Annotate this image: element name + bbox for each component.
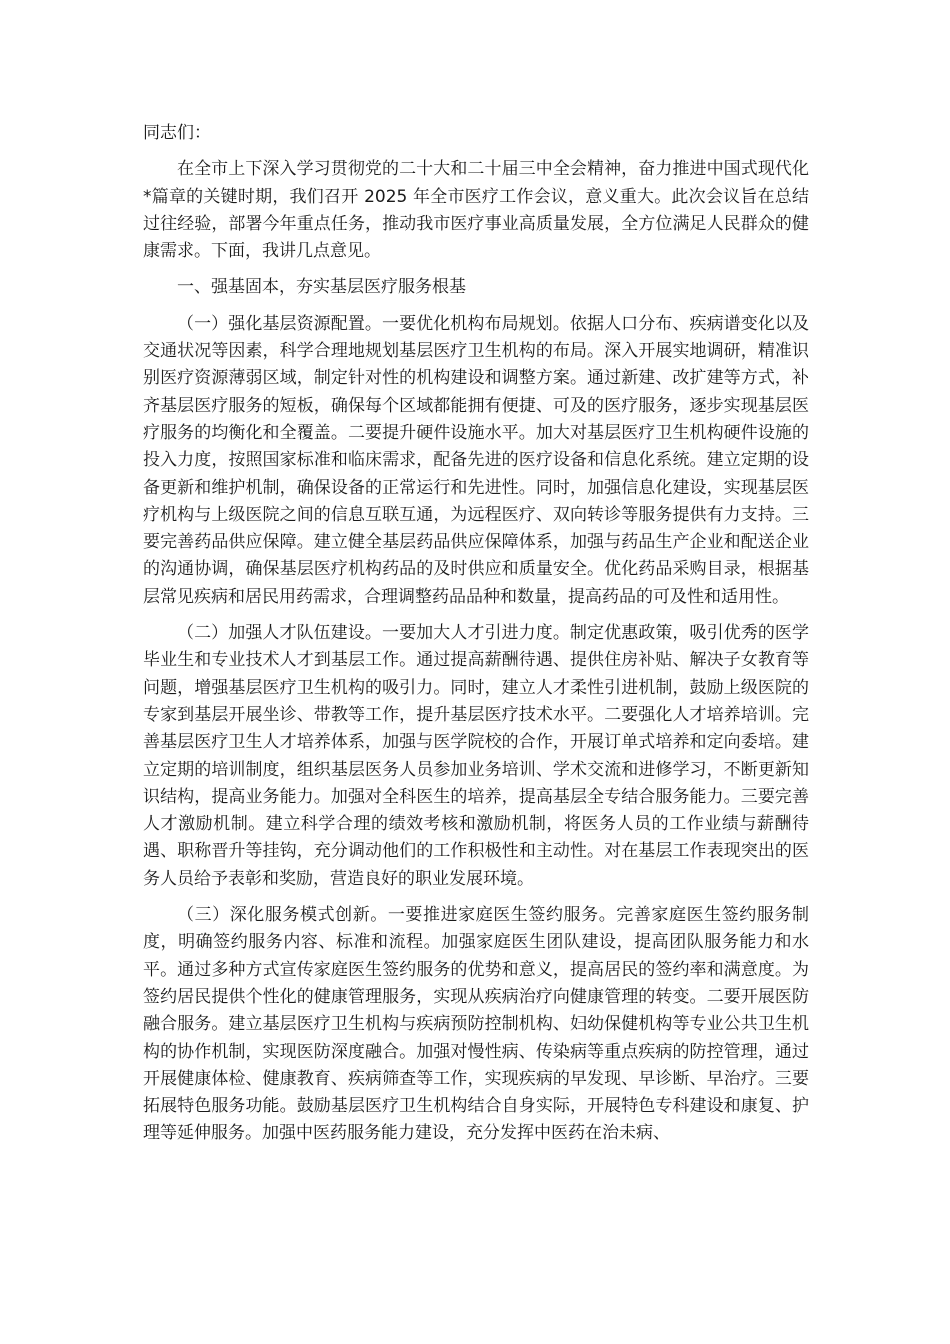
subsection-paragraph-2: （二）加强人才队伍建设。一要加大人才引进力度。制定优惠政策，吸引优秀的医学毕业生和专业技术人才到基层工作。通过提高薪酬待遇、提供住房补贴、解决子女教育等问题，增强基层医疗卫生机构的吸引力。同时，建立人才柔性引进机制，鼓励上级医院的专家到基层开展坐诊、带教等工作，提升基层医疗技术水平。二要强化人才培养培训。完善基层医疗卫生人才培养体系，加强与医学院校的合作，开展订单式培养和定向委培。建立定期的培训制度，组织基层医务人员参加业务培训、学术交流和进修学习，不断更新知识结构，提高业务能力。加强对全科医生的培养，提高基层全专结合服务能力。三要完善人才激励机制。建立科学合理的绩效考核和激励机制，将医务人员的工作业绩与薪酬待遇、职称晋升等挂钩，充分调动他们的工作积极性和主动性。对在基层工作表现突出的医务人员给予表彰和奖励，营造良好的职业发展环境。 [143,623,809,889]
salutation: 同志们： [143,123,211,143]
subsection-paragraph-1: （一）强化基层资源配置。一要优化机构布局规划。依据人口分布、疾病谱变化以及交通状况等因素，科学合理地规划基层医疗卫生机构的布局。深入开展实地调研，精准识别医疗资源薄弱区域，制定针对性的机构建设和调整方案。通过新建、改扩建等方式，补齐基层医疗服务的短板，确保每个区域都能拥有便捷、可及的医疗服务，逐步实现基层医疗服务的均衡化和全覆盖。二要提升硬件设施水平。加大对基层医疗卫生机构硬件设施的投入力度，按照国家标准和临床需求，配备先进的医疗设备和信息化系统。建立定期的设备更新和维护机制，确保设备的正常运行和先进性。同时，加强信息化建设，实现基层医疗机构与上级医院之间的信息互联互通，为远程医疗、双向转诊等服务提供有力支持。三要完善药品供应保障。建立健全基层药品供应保障体系，加强与药品生产企业和配送企业的沟通协调，确保基层医疗机构药品的及时供应和质量安全。优化药品采购目录，根据基层常见疾病和居民用药需求，合理调整药品品种和数量，提高药品的可及性和适用性。 [143,313,809,607]
section-heading: 一、强基固本，夯实基层医疗服务根基 [177,277,466,298]
subsection-paragraph-3: （三）深化服务模式创新。一要推进家庭医生签约服务。完善家庭医生签约服务制度，明确签约服务内容、标准和流程。加强家庭医生团队建设，提高团队服务能力和水平。通过多种方式宣传家庭医生签约服务的优势和意义，提高居民的签约率和满意度。为签约居民提供个性化的健康管理服务，实现从疾病治疗向健康管理的转变。二要开展医防融合服务。建立基层医疗卫生机构与疾病预防控制机构、妇幼保健机构等专业公共卫生机构的协作机制，实现医防深度融合。加强对慢性病、传染病等重点疾病的防控管理，通过开展健康体检、健康教育、疾病筛查等工作，实现疾病的早发现、早诊断、早治疗。三要拓展特色服务功能。鼓励基层医疗卫生机构结合自身实际，开展特色专科建设和康复、护理等延伸服务。加强中医药服务能力建设，充分发挥中医药在治未病、 [143,905,809,1144]
intro-paragraph: 在全市上下深入学习贯彻党的二十大和二十届三中全会精神，奋力推进中国式现代化*篇章的关键时期，我们召开 2025 年全市医疗工作会议，意义重大。此次会议旨在总结过往经验，部署今年重点任务，推动我市医疗事业高质量发展，全方位满足人民群众的健康需求。下面，我讲几点意见。 [143,159,809,262]
document-page [143,120,809,1157]
